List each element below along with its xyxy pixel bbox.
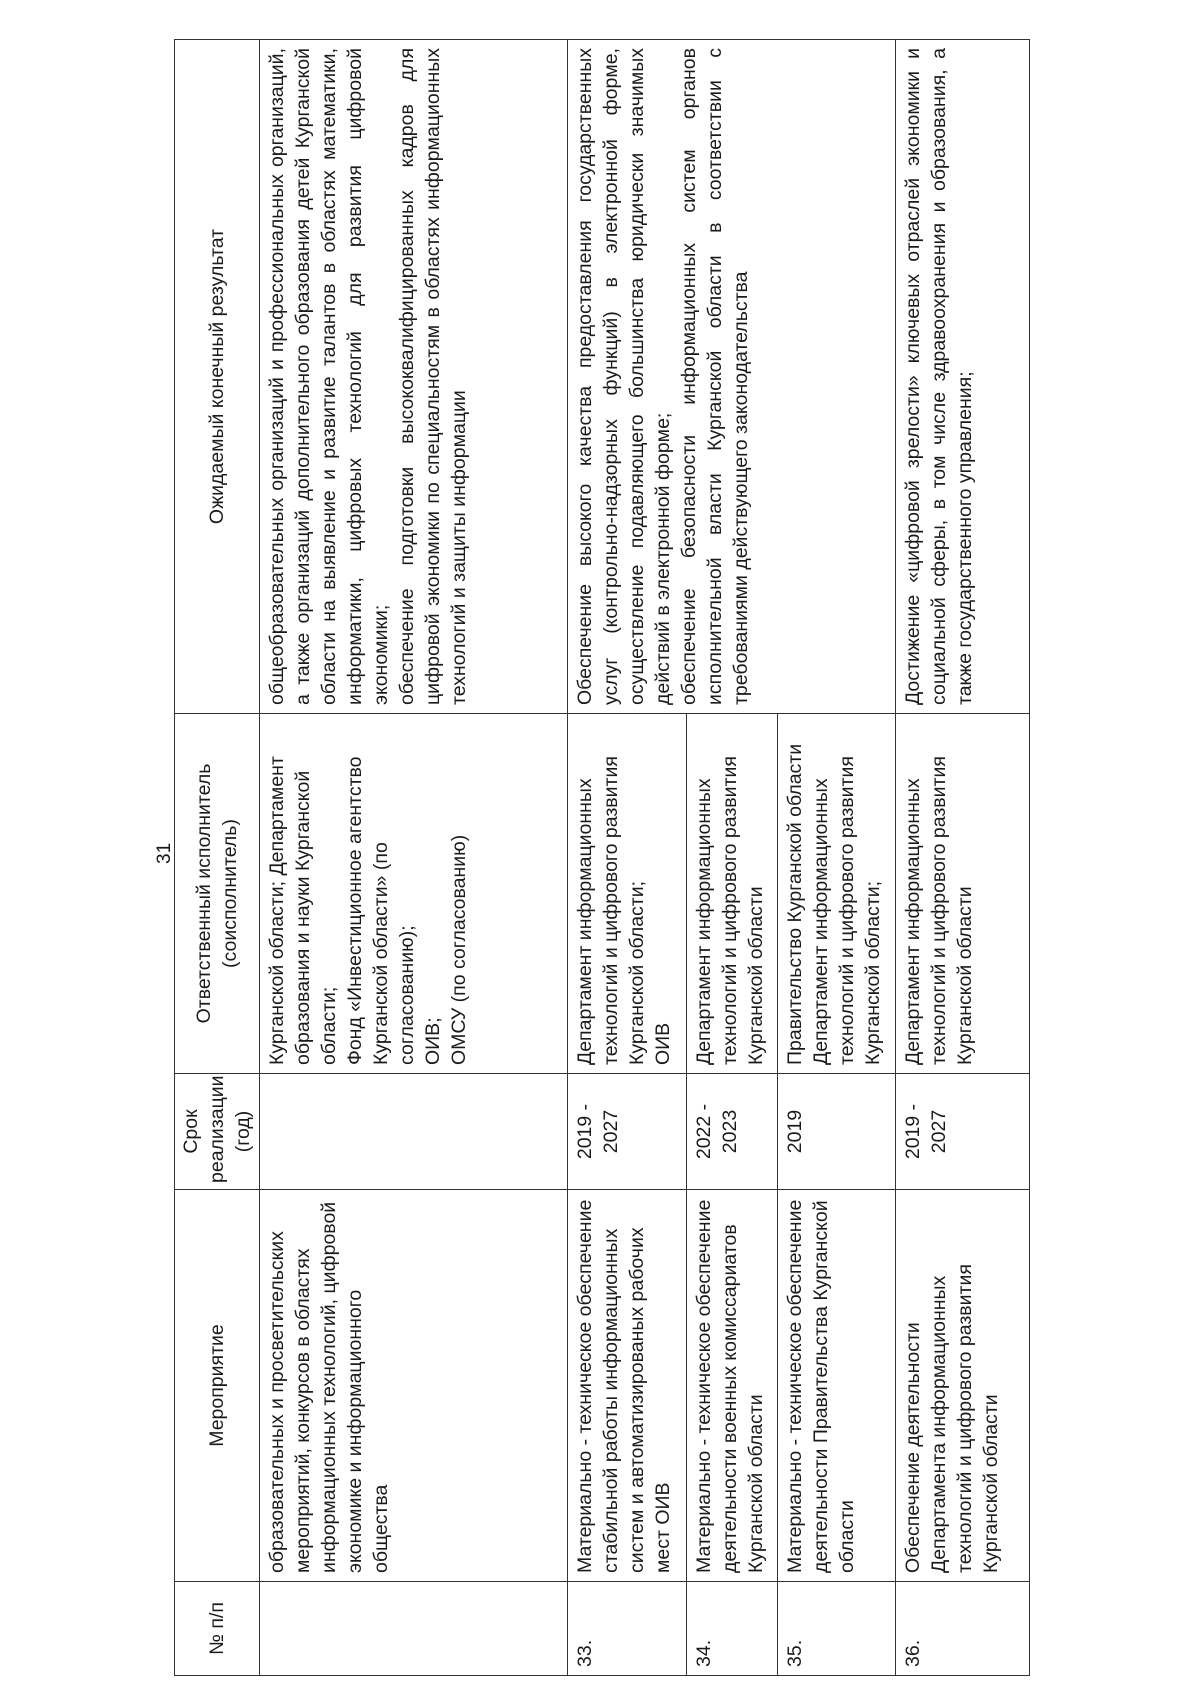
header-responsible: Ответственный исполнитель (соисполнитель) — [175, 714, 260, 1074]
cell-responsible — [686, 714, 777, 1074]
header-term: Срок реализации (год) — [175, 1074, 260, 1190]
responsible-line: ОИВ — [652, 1022, 674, 1065]
cell-num: 35. — [777, 1582, 896, 1676]
cell-num: 33. — [568, 1582, 687, 1676]
cell-term: 2022 - 2023 — [686, 1074, 777, 1190]
cell-result — [260, 40, 568, 714]
header-num: № п/п — [175, 1582, 260, 1676]
cell-num — [260, 1582, 568, 1676]
cell-term: 2019 - 2027 — [568, 1074, 687, 1190]
cell-result — [896, 40, 1030, 714]
cell-activity: Материально - техническое обеспечение стабильной работы информационных систем и автоматизированых рабочих мест ОИВ — [568, 1190, 687, 1582]
responsible-line: Департамент информационных технологий и цифрового развития Курганской области — [902, 756, 977, 1065]
header-result: Ожидаемый конечный результат — [175, 40, 260, 714]
cell-term: 2019 — [777, 1074, 896, 1190]
table-header-row — [175, 40, 260, 1676]
table-row — [260, 40, 568, 1676]
header-activity: Мероприятие — [175, 1190, 260, 1582]
responsible-line: Департамент информационных технологий и цифрового развития Курганской области; — [574, 756, 648, 1065]
cell-responsible — [568, 714, 687, 1074]
cell-num: 36. — [896, 1582, 1030, 1676]
cell-term: 2019 - 2027 — [896, 1074, 1030, 1190]
rotated-page-content — [174, 40, 1030, 1676]
table-row — [568, 40, 687, 1676]
result-paragraph: общеобразовательных организаций и профессиональных организаций, а также организаций дополнительного образования детей Курганской области на выявление и развитие талантов в областях математики, информатики, цифровых технологий для развития цифровой экономики; — [266, 48, 392, 705]
responsible-line: Правительство Курганской области Департамент информационных технологий и цифрового развития Курганской области; — [783, 743, 884, 1065]
responsible-line: ОМСУ (по согласованию) — [448, 834, 470, 1065]
cell-term — [260, 1074, 568, 1190]
cell-responsible — [260, 714, 568, 1074]
cell-activity: Обеспечение деятельности Департамента информационных технологий и цифрового развития Курганской области — [896, 1190, 1030, 1582]
responsible-line: ОИВ; — [422, 1017, 444, 1065]
table-row — [896, 40, 1030, 1676]
result-paragraph: Достижение «цифровой зрелости» ключевых отраслей экономики и социальной сферы, в том числе здравоохранения и образования, а также государственного управления; — [902, 48, 977, 705]
cell-result — [568, 40, 896, 714]
activities-table — [174, 39, 1030, 1676]
responsible-line: Департамент информационных технологий и цифрового развития Курганской области — [692, 756, 767, 1065]
result-paragraph: Обеспечение высокого качества предоставления государственных услуг (контрольно-надзорных функций) в электронной форме, осуществление подавляющего большинства юридически значимых действий в электронной форме; — [574, 48, 674, 705]
cell-responsible — [777, 714, 896, 1074]
result-paragraph: обеспечение подготовки высококвалифицированных кадров для цифровой экономики по специальностям в областях информационных технологий и защиты информации — [396, 48, 470, 705]
page-number: 31 — [154, 842, 175, 864]
cell-activity: Материально - техническое обеспечение деятельности военных комиссариатов Курганской области — [686, 1190, 777, 1582]
responsible-line: Фонд «Инвестиционное агентство Курганской области» (по согласованию); — [344, 756, 418, 1065]
cell-num: 34. — [686, 1582, 777, 1676]
cell-responsible — [896, 714, 1030, 1074]
cell-activity: Материально - техническое обеспечение деятельности Правительства Курганской области — [777, 1190, 896, 1582]
result-paragraph: обеспечение безопасности информационных систем органов исполнительной власти Курганской области в соответствии с требованиями действующего законодательства — [678, 48, 752, 705]
cell-activity: образовательных и просветительских мероприятий, конкурсов в областях информационных технологий, цифровой экономике и информационного общества — [260, 1190, 568, 1582]
responsible-line: Курганской области; Департамент образования и науки Курганской области; — [266, 756, 340, 1065]
